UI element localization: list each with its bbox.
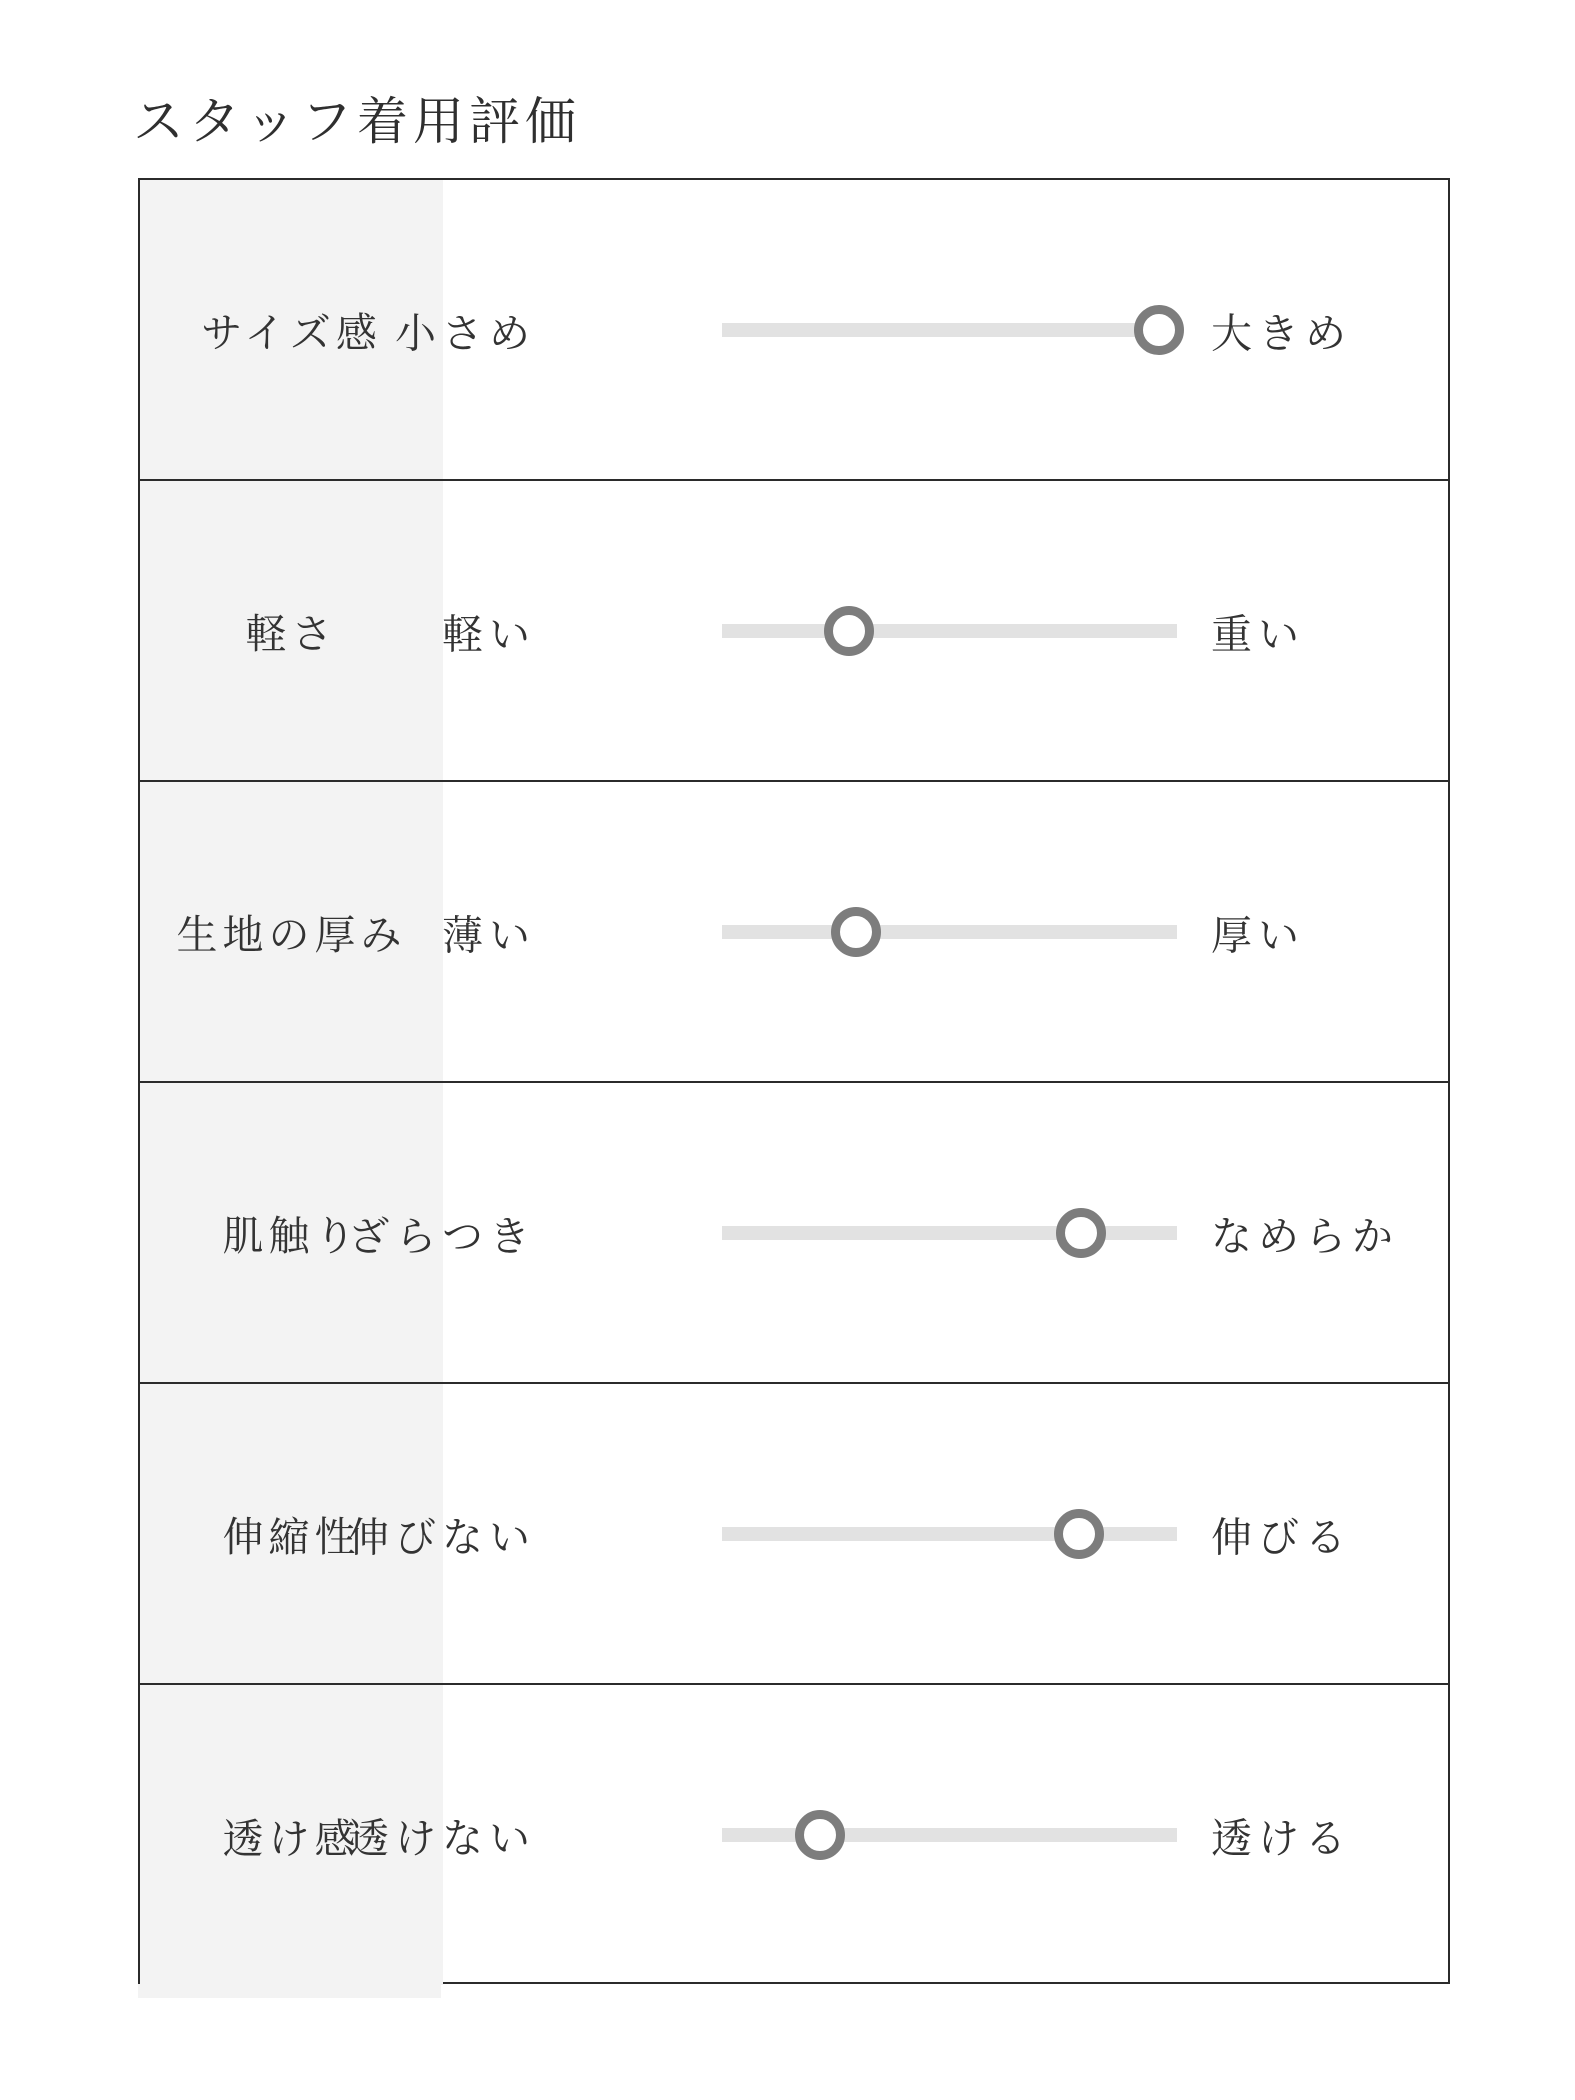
rating-slider-knob [831,907,881,957]
rating-label: 肌触り [222,1212,361,1260]
rating-slider-track [722,323,1177,337]
rating-slider-track [722,1226,1177,1240]
scale-min-label: 小さめ [395,309,536,357]
rating-table [138,178,1450,1984]
scale-max-label: なめらか [1211,1212,1399,1260]
rating-row-sheerness [140,1685,1448,1985]
rating-label: 透け感 [222,1814,361,1863]
rating-slider-knob [1134,305,1184,355]
rating-slider-knob [795,1810,845,1860]
scale-max-label: 厚い [1211,911,1305,959]
scale-min-label: ざらつき [348,1212,536,1260]
page-title: スタッフ着用評価 [133,93,582,152]
scale-max-label: 大きめ [1211,309,1352,357]
scale-max-label: 透ける [1211,1814,1352,1863]
rating-row-weight [140,481,1448,782]
rating-label: 伸縮性 [222,1513,361,1561]
scale-min-label: 薄い [442,911,536,959]
rating-row-size [140,180,1448,481]
rating-slider-knob [824,606,874,656]
rating-label: 生地の厚み [176,911,407,959]
rating-slider-track [722,925,1177,939]
scale-max-label: 伸びる [1211,1513,1352,1561]
rating-label-cell [140,782,443,1081]
rating-slider-track [722,1828,1177,1842]
rating-slider-track [722,1527,1177,1541]
scale-min-label: 伸びない [348,1513,536,1561]
rating-slider-knob [1054,1509,1104,1559]
scale-min-label: 透けない [348,1814,536,1863]
rating-slider-track [722,624,1177,638]
scale-min-label: 軽い [442,610,536,658]
rating-row-thickness [140,782,1448,1083]
rating-row-texture [140,1083,1448,1384]
rating-label: サイズ感 [201,309,382,357]
rating-slider-knob [1056,1208,1106,1258]
rating-label-cell [140,481,443,780]
scale-max-label: 重い [1211,610,1305,658]
rating-row-stretch [140,1384,1448,1685]
label-column-tail [138,1984,441,1998]
rating-label: 軽さ [245,610,338,658]
